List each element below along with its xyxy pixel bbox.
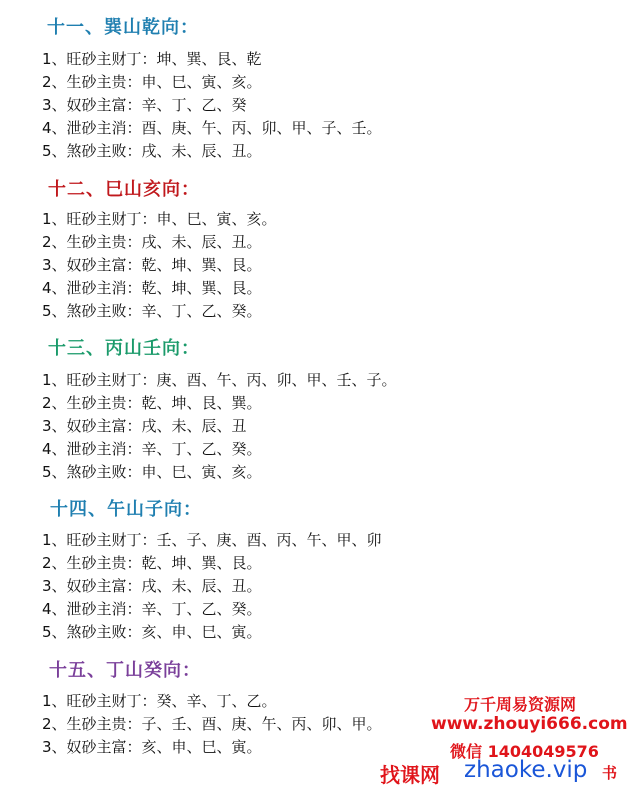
list-item: 5、煞砂主败：戌、未、辰、丑。 [42, 142, 262, 160]
list-item: 5、煞砂主败：辛、丁、乙、癸。 [42, 302, 262, 320]
watermark-url: www.zhouyi666.com [431, 714, 628, 734]
watermark-cn-name: 找课网 [380, 763, 440, 787]
list-item: 4、泄砂主消：酉、庚、午、丙、卯、甲、子、壬。 [42, 119, 382, 137]
list-item: 1、旺砂主财丁：申、巳、寅、亥。 [42, 210, 277, 228]
list-item: 2、生砂主贵：乾、坤、艮、巽。 [42, 394, 262, 412]
list-item: 2、生砂主贵：戌、未、辰、丑。 [42, 233, 262, 251]
list-item: 4、泄砂主消：辛、丁、乙、癸。 [42, 600, 262, 618]
list-item: 1、旺砂主财丁：癸、辛、丁、乙。 [42, 692, 277, 710]
list-item: 2、生砂主贵：申、巳、寅、亥。 [42, 73, 262, 91]
section-heading: 十五、丁山癸向： [49, 660, 201, 681]
list-item: 1、旺砂主财丁：坤、巽、艮、乾 [42, 50, 262, 68]
section-heading: 十四、午山子向： [50, 499, 202, 520]
section-heading: 十一、巽山乾向： [47, 17, 199, 38]
list-item: 3、奴砂主富：乾、坤、巽、艮。 [42, 256, 262, 274]
watermark-zhaoke-url: zhaoke.vip [464, 757, 588, 783]
list-item: 3、奴砂主富：戌、未、辰、丑。 [42, 577, 262, 595]
list-item: 5、煞砂主败：申、巳、寅、亥。 [42, 463, 262, 481]
list-item: 2、生砂主贵：乾、坤、巽、艮。 [42, 554, 262, 572]
list-item: 1、旺砂主财丁：庚、酉、午、丙、卯、甲、壬、子。 [42, 371, 397, 389]
list-item: 4、泄砂主消：乾、坤、巽、艮。 [42, 279, 262, 297]
list-item: 1、旺砂主财丁：壬、子、庚、酉、丙、午、甲、卯 [42, 531, 382, 549]
list-item: 5、煞砂主败：亥、申、巳、寅。 [42, 623, 262, 641]
list-item: 2、生砂主贵：子、壬、酉、庚、午、丙、卯、甲。 [42, 715, 382, 733]
list-item: 4、泄砂主消：辛、丁、乙、癸。 [42, 440, 262, 458]
list-item: 3、奴砂主富：辛、丁、乙、癸 [42, 96, 247, 114]
section-heading: 十二、巳山亥向： [48, 179, 200, 200]
list-item: 3、奴砂主富：戌、未、辰、丑 [42, 417, 247, 435]
section-heading: 十三、丙山壬向： [48, 338, 200, 359]
list-item: 3、奴砂主富：亥、申、巳、寅。 [42, 738, 262, 756]
watermark-tail: 书 [602, 764, 618, 782]
watermark-wechat: 微信 1404049576 [450, 742, 599, 761]
watermark-site-name: 万千周易资源网 [464, 695, 577, 714]
